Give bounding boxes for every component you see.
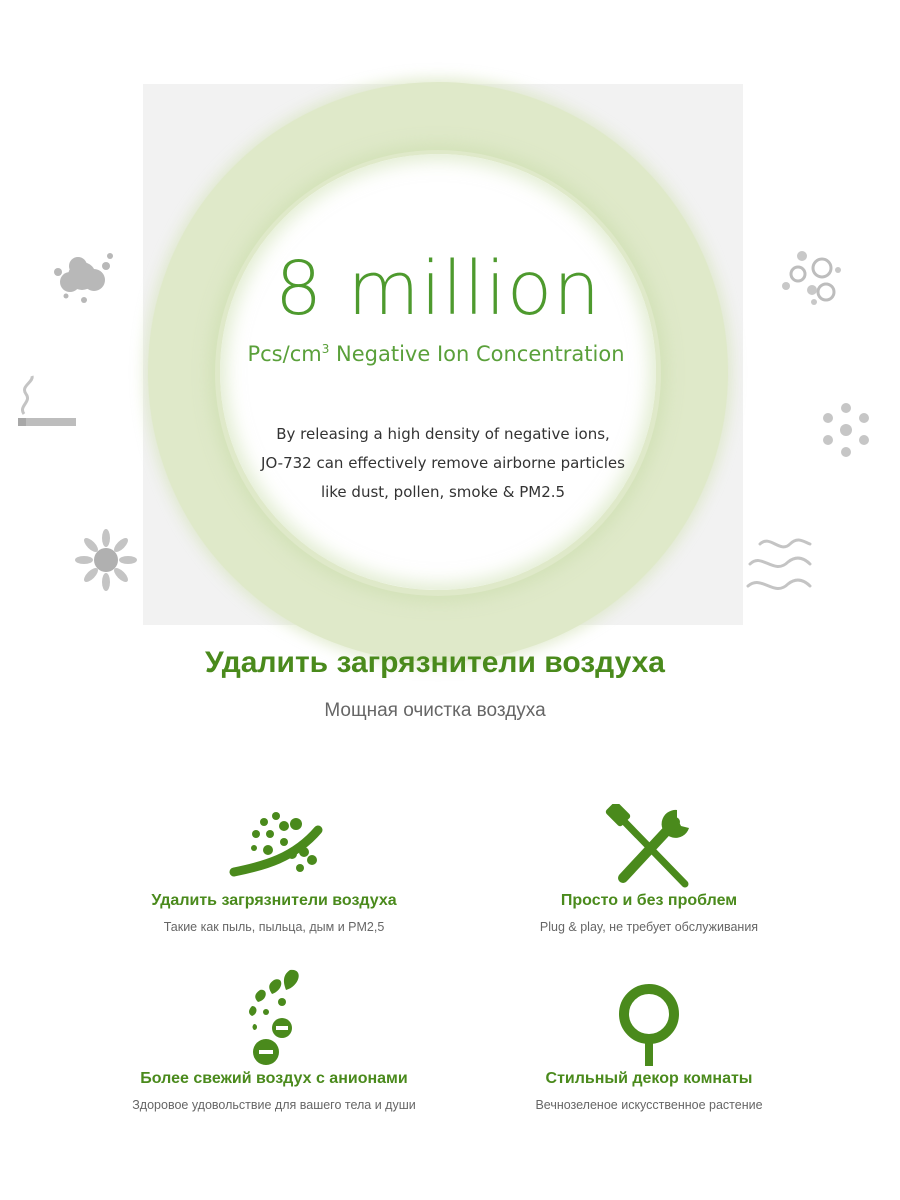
feature-remove-pollutants — [124, 804, 424, 934]
feature-title: Стильный декор комнаты — [545, 1070, 753, 1087]
ion-unit-suffix: Negative Ion Concentration — [329, 342, 625, 366]
ion-unit-superscript: 3 — [321, 342, 330, 356]
feature-title: Более свежий воздух с анионами — [140, 1070, 408, 1087]
hero-description — [0, 420, 886, 507]
smoking-cigarette-icon — [14, 372, 78, 432]
particles-dots-icon — [818, 402, 874, 460]
feature-title: Просто и без проблем — [560, 892, 738, 909]
tools-icon — [599, 804, 699, 888]
leaves-ions-icon — [224, 966, 324, 1066]
feature-room-decor — [499, 984, 799, 1112]
bacteria-icon — [778, 246, 848, 310]
ring-inner-glow — [215, 150, 661, 596]
hero-headline: 8 million — [274, 246, 602, 332]
feature-easy-use — [499, 804, 799, 934]
hero-desc-line-1: By releasing a high density of negative ions, — [276, 425, 610, 443]
dust-cloud-icon — [44, 244, 120, 308]
section-subtitle: Мощная очистка воздуха — [324, 700, 546, 721]
plant-decor-icon — [599, 984, 699, 1066]
feature-subtitle: Такие как пыль, пыльца, дым и PM2,5 — [163, 920, 385, 934]
hero-desc-line-2: JO-732 can effectively remove airborne particles — [261, 454, 625, 472]
ion-concentration-label — [0, 342, 872, 366]
feature-subtitle: Вечнозеленое искусственное растение — [535, 1098, 763, 1112]
feature-subtitle: Plug & play, не требует обслуживания — [539, 920, 759, 934]
particles-icon — [224, 804, 324, 888]
odor-waves-icon — [744, 534, 816, 600]
ion-unit-prefix: Pcs/cm — [247, 342, 322, 366]
feature-subtitle: Здоровое удовольствие для вашего тела и души — [132, 1098, 416, 1112]
hero-desc-line-3: like dust, pollen, smoke & PM2.5 — [320, 483, 566, 501]
section-title: Удалить загрязнители воздуха — [204, 646, 665, 679]
feature-fresher-air — [124, 966, 424, 1112]
feature-title: Удалить загрязнители воздуха — [151, 892, 397, 909]
pollen-flower-icon — [72, 526, 140, 594]
